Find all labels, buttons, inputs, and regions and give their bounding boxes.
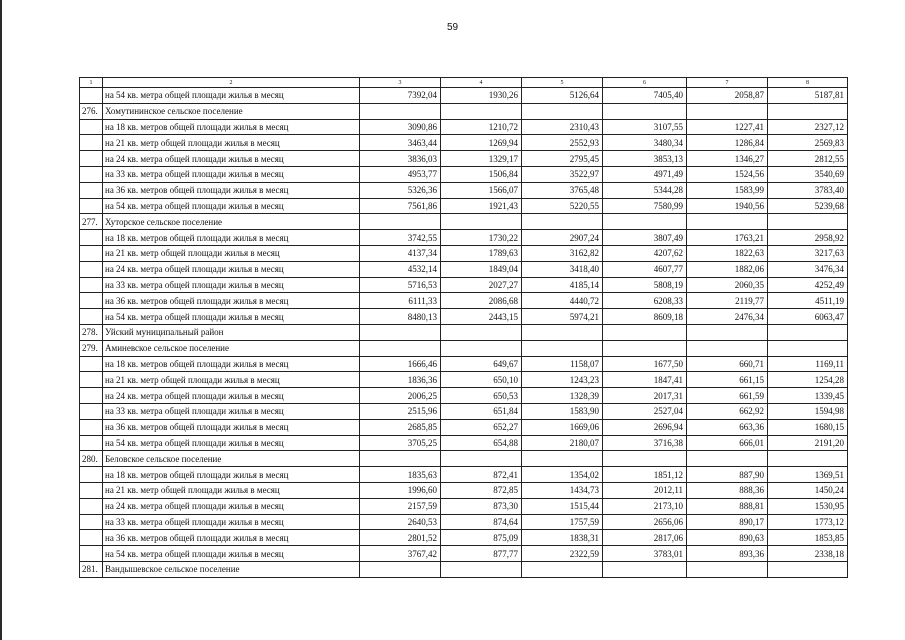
value-cell: 4185,14	[522, 277, 603, 293]
section-row	[80, 561, 848, 577]
empty-cell	[522, 561, 603, 577]
value-cell: 2310,43	[522, 119, 603, 135]
empty-cell	[360, 340, 441, 356]
value-cell: 2569,83	[768, 135, 848, 151]
row-label: на 54 кв. метра общей площади жилья в месяц	[103, 309, 360, 325]
value-cell: 3476,34	[768, 261, 848, 277]
value-cell: 654,88	[441, 435, 522, 451]
table-row	[80, 372, 848, 388]
value-cell: 3783,01	[603, 546, 687, 562]
value-cell: 8480,13	[360, 309, 441, 325]
table-row	[80, 514, 848, 530]
row-label: на 33 кв. метра общей площади жилья в месяц	[103, 514, 360, 530]
row-index: 281.	[80, 561, 103, 577]
value-cell: 3090,86	[360, 119, 441, 135]
empty-cell	[360, 103, 441, 119]
value-cell: 3765,48	[522, 182, 603, 198]
row-index	[80, 182, 103, 198]
value-cell: 660,71	[687, 356, 768, 372]
value-cell: 1158,07	[522, 356, 603, 372]
value-cell: 4971,49	[603, 166, 687, 182]
row-label: на 33 кв. метра общей площади жилья в месяц	[103, 277, 360, 293]
empty-cell	[687, 451, 768, 467]
empty-cell	[768, 214, 848, 230]
row-label: на 24 кв. метра общей площади жилья в месяц	[103, 498, 360, 514]
row-index	[80, 293, 103, 309]
value-cell: 1835,63	[360, 467, 441, 483]
value-cell: 652,27	[441, 419, 522, 435]
table-body	[80, 78, 848, 578]
value-cell: 2060,35	[687, 277, 768, 293]
value-cell: 2338,18	[768, 546, 848, 562]
empty-cell	[603, 324, 687, 340]
value-cell: 3767,42	[360, 546, 441, 562]
row-index	[80, 88, 103, 104]
value-cell: 2017,31	[603, 388, 687, 404]
row-label: на 36 кв. метров общей площади жилья в месяц	[103, 293, 360, 309]
empty-cell	[360, 214, 441, 230]
value-cell: 1730,22	[441, 230, 522, 246]
value-cell: 2958,92	[768, 230, 848, 246]
value-cell: 2012,11	[603, 482, 687, 498]
value-cell: 5974,21	[522, 309, 603, 325]
value-cell: 663,36	[687, 419, 768, 435]
table-row	[80, 245, 848, 261]
value-cell: 7580,99	[603, 198, 687, 214]
value-cell: 1838,31	[522, 530, 603, 546]
value-cell: 4207,62	[603, 245, 687, 261]
value-cell: 2327,12	[768, 119, 848, 135]
value-cell: 2795,45	[522, 151, 603, 167]
column-number-row	[80, 78, 848, 88]
empty-cell	[360, 324, 441, 340]
row-label: на 24 кв. метра общей площади жилья в месяц	[103, 388, 360, 404]
row-label: на 24 кв. метра общей площади жилья в месяц	[103, 151, 360, 167]
value-cell: 1515,44	[522, 498, 603, 514]
value-cell: 4953,77	[360, 166, 441, 182]
row-index	[80, 372, 103, 388]
value-cell: 8609,18	[603, 309, 687, 325]
table-row	[80, 388, 848, 404]
value-cell: 7392,04	[360, 88, 441, 104]
value-cell: 661,15	[687, 372, 768, 388]
value-cell: 5126,64	[522, 88, 603, 104]
empty-cell	[603, 214, 687, 230]
value-cell: 1566,07	[441, 182, 522, 198]
value-cell: 872,85	[441, 482, 522, 498]
row-index	[80, 482, 103, 498]
value-cell: 893,36	[687, 546, 768, 562]
value-cell: 888,81	[687, 498, 768, 514]
row-index	[80, 356, 103, 372]
value-cell: 4607,77	[603, 261, 687, 277]
value-cell: 3853,13	[603, 151, 687, 167]
row-index	[80, 245, 103, 261]
row-index: 279.	[80, 340, 103, 356]
value-cell: 2696,94	[603, 419, 687, 435]
empty-cell	[603, 340, 687, 356]
page-number: 59	[446, 22, 459, 33]
value-cell: 1594,98	[768, 403, 848, 419]
table-row	[80, 546, 848, 562]
row-index	[80, 151, 103, 167]
value-cell: 1434,73	[522, 482, 603, 498]
table-row	[80, 261, 848, 277]
table-row	[80, 166, 848, 182]
value-cell: 1836,36	[360, 372, 441, 388]
value-cell: 2817,06	[603, 530, 687, 546]
value-cell: 1227,41	[687, 119, 768, 135]
section-row	[80, 214, 848, 230]
value-cell: 2656,06	[603, 514, 687, 530]
value-cell: 890,17	[687, 514, 768, 530]
value-cell: 1254,28	[768, 372, 848, 388]
table-row	[80, 530, 848, 546]
value-cell: 1329,17	[441, 151, 522, 167]
row-index: 278.	[80, 324, 103, 340]
value-cell: 1210,72	[441, 119, 522, 135]
table-row	[80, 403, 848, 419]
value-cell: 2322,59	[522, 546, 603, 562]
value-cell: 5326,36	[360, 182, 441, 198]
value-cell: 6063,47	[768, 309, 848, 325]
empty-cell	[441, 561, 522, 577]
value-cell: 1822,63	[687, 245, 768, 261]
value-cell: 3540,69	[768, 166, 848, 182]
value-cell: 7405,40	[603, 88, 687, 104]
value-cell: 2006,25	[360, 388, 441, 404]
table-row	[80, 151, 848, 167]
row-label: на 54 кв. метра общей площади жилья в месяц	[103, 198, 360, 214]
row-label: на 33 кв. метра общей площади жилья в месяц	[103, 166, 360, 182]
section-title: Хуторское сельское поселение	[103, 214, 360, 230]
empty-cell	[522, 103, 603, 119]
empty-cell	[603, 561, 687, 577]
value-cell: 877,77	[441, 546, 522, 562]
value-cell: 2552,93	[522, 135, 603, 151]
value-cell: 2640,53	[360, 514, 441, 530]
value-cell: 890,63	[687, 530, 768, 546]
row-label: на 36 кв. метров общей площади жилья в месяц	[103, 182, 360, 198]
column-number: 5	[522, 78, 603, 88]
row-label: на 54 кв. метра общей площади жилья в месяц	[103, 88, 360, 104]
value-cell: 6208,33	[603, 293, 687, 309]
row-index	[80, 467, 103, 483]
value-cell: 1328,39	[522, 388, 603, 404]
section-row	[80, 451, 848, 467]
section-title: Аминевское сельское поселение	[103, 340, 360, 356]
value-cell: 1269,94	[441, 135, 522, 151]
row-label: на 36 кв. метров общей площади жилья в месяц	[103, 530, 360, 546]
value-cell: 1921,43	[441, 198, 522, 214]
section-title: Хомутининское сельское поселение	[103, 103, 360, 119]
value-cell: 2157,59	[360, 498, 441, 514]
empty-cell	[687, 214, 768, 230]
value-cell: 1243,23	[522, 372, 603, 388]
value-cell: 2119,77	[687, 293, 768, 309]
row-label: на 54 кв. метра общей площади жилья в месяц	[103, 435, 360, 451]
value-cell: 872,41	[441, 467, 522, 483]
column-number: 4	[441, 78, 522, 88]
value-cell: 1789,63	[441, 245, 522, 261]
value-cell: 3705,25	[360, 435, 441, 451]
value-cell: 6111,33	[360, 293, 441, 309]
value-cell: 5716,53	[360, 277, 441, 293]
value-cell: 4532,14	[360, 261, 441, 277]
value-cell: 873,30	[441, 498, 522, 514]
value-cell: 1666,46	[360, 356, 441, 372]
value-cell: 1680,15	[768, 419, 848, 435]
value-cell: 3480,34	[603, 135, 687, 151]
value-cell: 3162,82	[522, 245, 603, 261]
value-cell: 2058,87	[687, 88, 768, 104]
value-cell: 3783,40	[768, 182, 848, 198]
value-cell: 5239,68	[768, 198, 848, 214]
value-cell: 1369,51	[768, 467, 848, 483]
empty-cell	[360, 561, 441, 577]
column-number: 8	[768, 78, 848, 88]
value-cell: 2027,27	[441, 277, 522, 293]
empty-cell	[441, 103, 522, 119]
row-index: 276.	[80, 103, 103, 119]
empty-cell	[441, 340, 522, 356]
empty-cell	[687, 103, 768, 119]
value-cell: 1450,24	[768, 482, 848, 498]
column-number: 7	[687, 78, 768, 88]
value-cell: 662,92	[687, 403, 768, 419]
value-cell: 2180,07	[522, 435, 603, 451]
value-cell: 1677,50	[603, 356, 687, 372]
table-row	[80, 309, 848, 325]
row-label: на 21 кв. метр общей площади жилья в месяц	[103, 245, 360, 261]
column-number: 6	[603, 78, 687, 88]
value-cell: 1583,90	[522, 403, 603, 419]
value-cell: 2191,20	[768, 435, 848, 451]
table-row	[80, 498, 848, 514]
table-row	[80, 182, 848, 198]
empty-cell	[522, 324, 603, 340]
value-cell: 5808,19	[603, 277, 687, 293]
row-label: на 18 кв. метров общей площади жилья в месяц	[103, 230, 360, 246]
section-row	[80, 103, 848, 119]
value-cell: 3522,97	[522, 166, 603, 182]
value-cell: 1506,84	[441, 166, 522, 182]
value-cell: 3716,38	[603, 435, 687, 451]
row-label: на 21 кв. метр общей площади жилья в месяц	[103, 372, 360, 388]
value-cell: 1286,84	[687, 135, 768, 151]
value-cell: 875,09	[441, 530, 522, 546]
value-cell: 3217,63	[768, 245, 848, 261]
value-cell: 1669,06	[522, 419, 603, 435]
empty-cell	[441, 451, 522, 467]
empty-cell	[687, 324, 768, 340]
value-cell: 2801,52	[360, 530, 441, 546]
column-number: 1	[80, 78, 103, 88]
row-label: на 21 кв. метр общей площади жилья в месяц	[103, 135, 360, 151]
value-cell: 2515,96	[360, 403, 441, 419]
value-cell: 1851,12	[603, 467, 687, 483]
value-cell: 1882,06	[687, 261, 768, 277]
value-cell: 1169,11	[768, 356, 848, 372]
table-row	[80, 482, 848, 498]
value-cell: 2086,68	[441, 293, 522, 309]
value-cell: 5187,81	[768, 88, 848, 104]
value-cell: 1757,59	[522, 514, 603, 530]
value-cell: 3463,44	[360, 135, 441, 151]
value-cell: 1354,02	[522, 467, 603, 483]
value-cell: 7561,86	[360, 198, 441, 214]
page-edge-rule	[0, 0, 2, 640]
row-label: на 24 кв. метра общей площади жилья в месяц	[103, 261, 360, 277]
value-cell: 874,64	[441, 514, 522, 530]
empty-cell	[768, 340, 848, 356]
value-cell: 666,01	[687, 435, 768, 451]
value-cell: 3742,55	[360, 230, 441, 246]
value-cell: 1339,45	[768, 388, 848, 404]
empty-cell	[441, 214, 522, 230]
value-cell: 2173,10	[603, 498, 687, 514]
value-cell: 1849,04	[441, 261, 522, 277]
table-row	[80, 277, 848, 293]
value-cell: 1773,12	[768, 514, 848, 530]
value-cell: 1583,99	[687, 182, 768, 198]
row-index	[80, 530, 103, 546]
empty-cell	[522, 214, 603, 230]
value-cell: 1847,41	[603, 372, 687, 388]
value-cell: 4511,19	[768, 293, 848, 309]
value-cell: 650,10	[441, 372, 522, 388]
value-cell: 2443,15	[441, 309, 522, 325]
table-row	[80, 435, 848, 451]
row-index	[80, 198, 103, 214]
section-title: Уйский муниципальный район	[103, 324, 360, 340]
column-number: 2	[103, 78, 360, 88]
empty-cell	[522, 340, 603, 356]
empty-cell	[768, 324, 848, 340]
empty-cell	[768, 103, 848, 119]
value-cell: 3807,49	[603, 230, 687, 246]
value-cell: 5220,55	[522, 198, 603, 214]
section-title: Беловское сельское поселение	[103, 451, 360, 467]
value-cell: 2907,24	[522, 230, 603, 246]
row-label: на 36 кв. метров общей площади жилья в месяц	[103, 419, 360, 435]
value-cell: 1524,56	[687, 166, 768, 182]
value-cell: 649,67	[441, 356, 522, 372]
row-index	[80, 277, 103, 293]
row-label: на 18 кв. метров общей площади жилья в месяц	[103, 119, 360, 135]
table-row	[80, 88, 848, 104]
value-cell: 2812,55	[768, 151, 848, 167]
table-row	[80, 356, 848, 372]
row-label: на 54 кв. метра общей площади жилья в месяц	[103, 546, 360, 562]
section-row	[80, 324, 848, 340]
row-index	[80, 403, 103, 419]
empty-cell	[687, 340, 768, 356]
row-index	[80, 166, 103, 182]
section-row	[80, 340, 848, 356]
table-row	[80, 419, 848, 435]
row-index	[80, 119, 103, 135]
row-index	[80, 388, 103, 404]
value-cell: 2527,04	[603, 403, 687, 419]
row-index	[80, 309, 103, 325]
row-index: 277.	[80, 214, 103, 230]
section-title: Вандышевское сельское поселение	[103, 561, 360, 577]
row-label: на 18 кв. метров общей площади жилья в месяц	[103, 467, 360, 483]
empty-cell	[687, 561, 768, 577]
value-cell: 650,53	[441, 388, 522, 404]
table-row	[80, 230, 848, 246]
row-index: 280.	[80, 451, 103, 467]
table-row	[80, 467, 848, 483]
value-cell: 4252,49	[768, 277, 848, 293]
value-cell: 3418,40	[522, 261, 603, 277]
row-label: на 18 кв. метров общей площади жилья в месяц	[103, 356, 360, 372]
row-index	[80, 546, 103, 562]
empty-cell	[603, 451, 687, 467]
row-index	[80, 419, 103, 435]
row-index	[80, 261, 103, 277]
empty-cell	[603, 103, 687, 119]
empty-cell	[360, 451, 441, 467]
value-cell: 4137,34	[360, 245, 441, 261]
value-cell: 2685,85	[360, 419, 441, 435]
value-cell: 5344,28	[603, 182, 687, 198]
empty-cell	[768, 451, 848, 467]
value-cell: 2476,34	[687, 309, 768, 325]
value-cell: 1996,60	[360, 482, 441, 498]
value-cell: 888,36	[687, 482, 768, 498]
column-number: 3	[360, 78, 441, 88]
rates-table	[79, 77, 848, 578]
value-cell: 1346,27	[687, 151, 768, 167]
table-row	[80, 119, 848, 135]
row-index	[80, 230, 103, 246]
value-cell: 651,84	[441, 403, 522, 419]
value-cell: 887,90	[687, 467, 768, 483]
value-cell: 4440,72	[522, 293, 603, 309]
row-index	[80, 498, 103, 514]
value-cell: 3107,55	[603, 119, 687, 135]
value-cell: 1940,56	[687, 198, 768, 214]
row-index	[80, 435, 103, 451]
value-cell: 3836,03	[360, 151, 441, 167]
value-cell: 1853,85	[768, 530, 848, 546]
empty-cell	[522, 451, 603, 467]
value-cell: 1530,95	[768, 498, 848, 514]
value-cell: 661,59	[687, 388, 768, 404]
empty-cell	[441, 324, 522, 340]
empty-cell	[768, 561, 848, 577]
row-index	[80, 514, 103, 530]
table-row	[80, 135, 848, 151]
row-label: на 33 кв. метра общей площади жилья в месяц	[103, 403, 360, 419]
value-cell: 1930,26	[441, 88, 522, 104]
value-cell: 1763,21	[687, 230, 768, 246]
row-label: на 21 кв. метр общей площади жилья в месяц	[103, 482, 360, 498]
table-row	[80, 293, 848, 309]
row-index	[80, 135, 103, 151]
table-row	[80, 198, 848, 214]
